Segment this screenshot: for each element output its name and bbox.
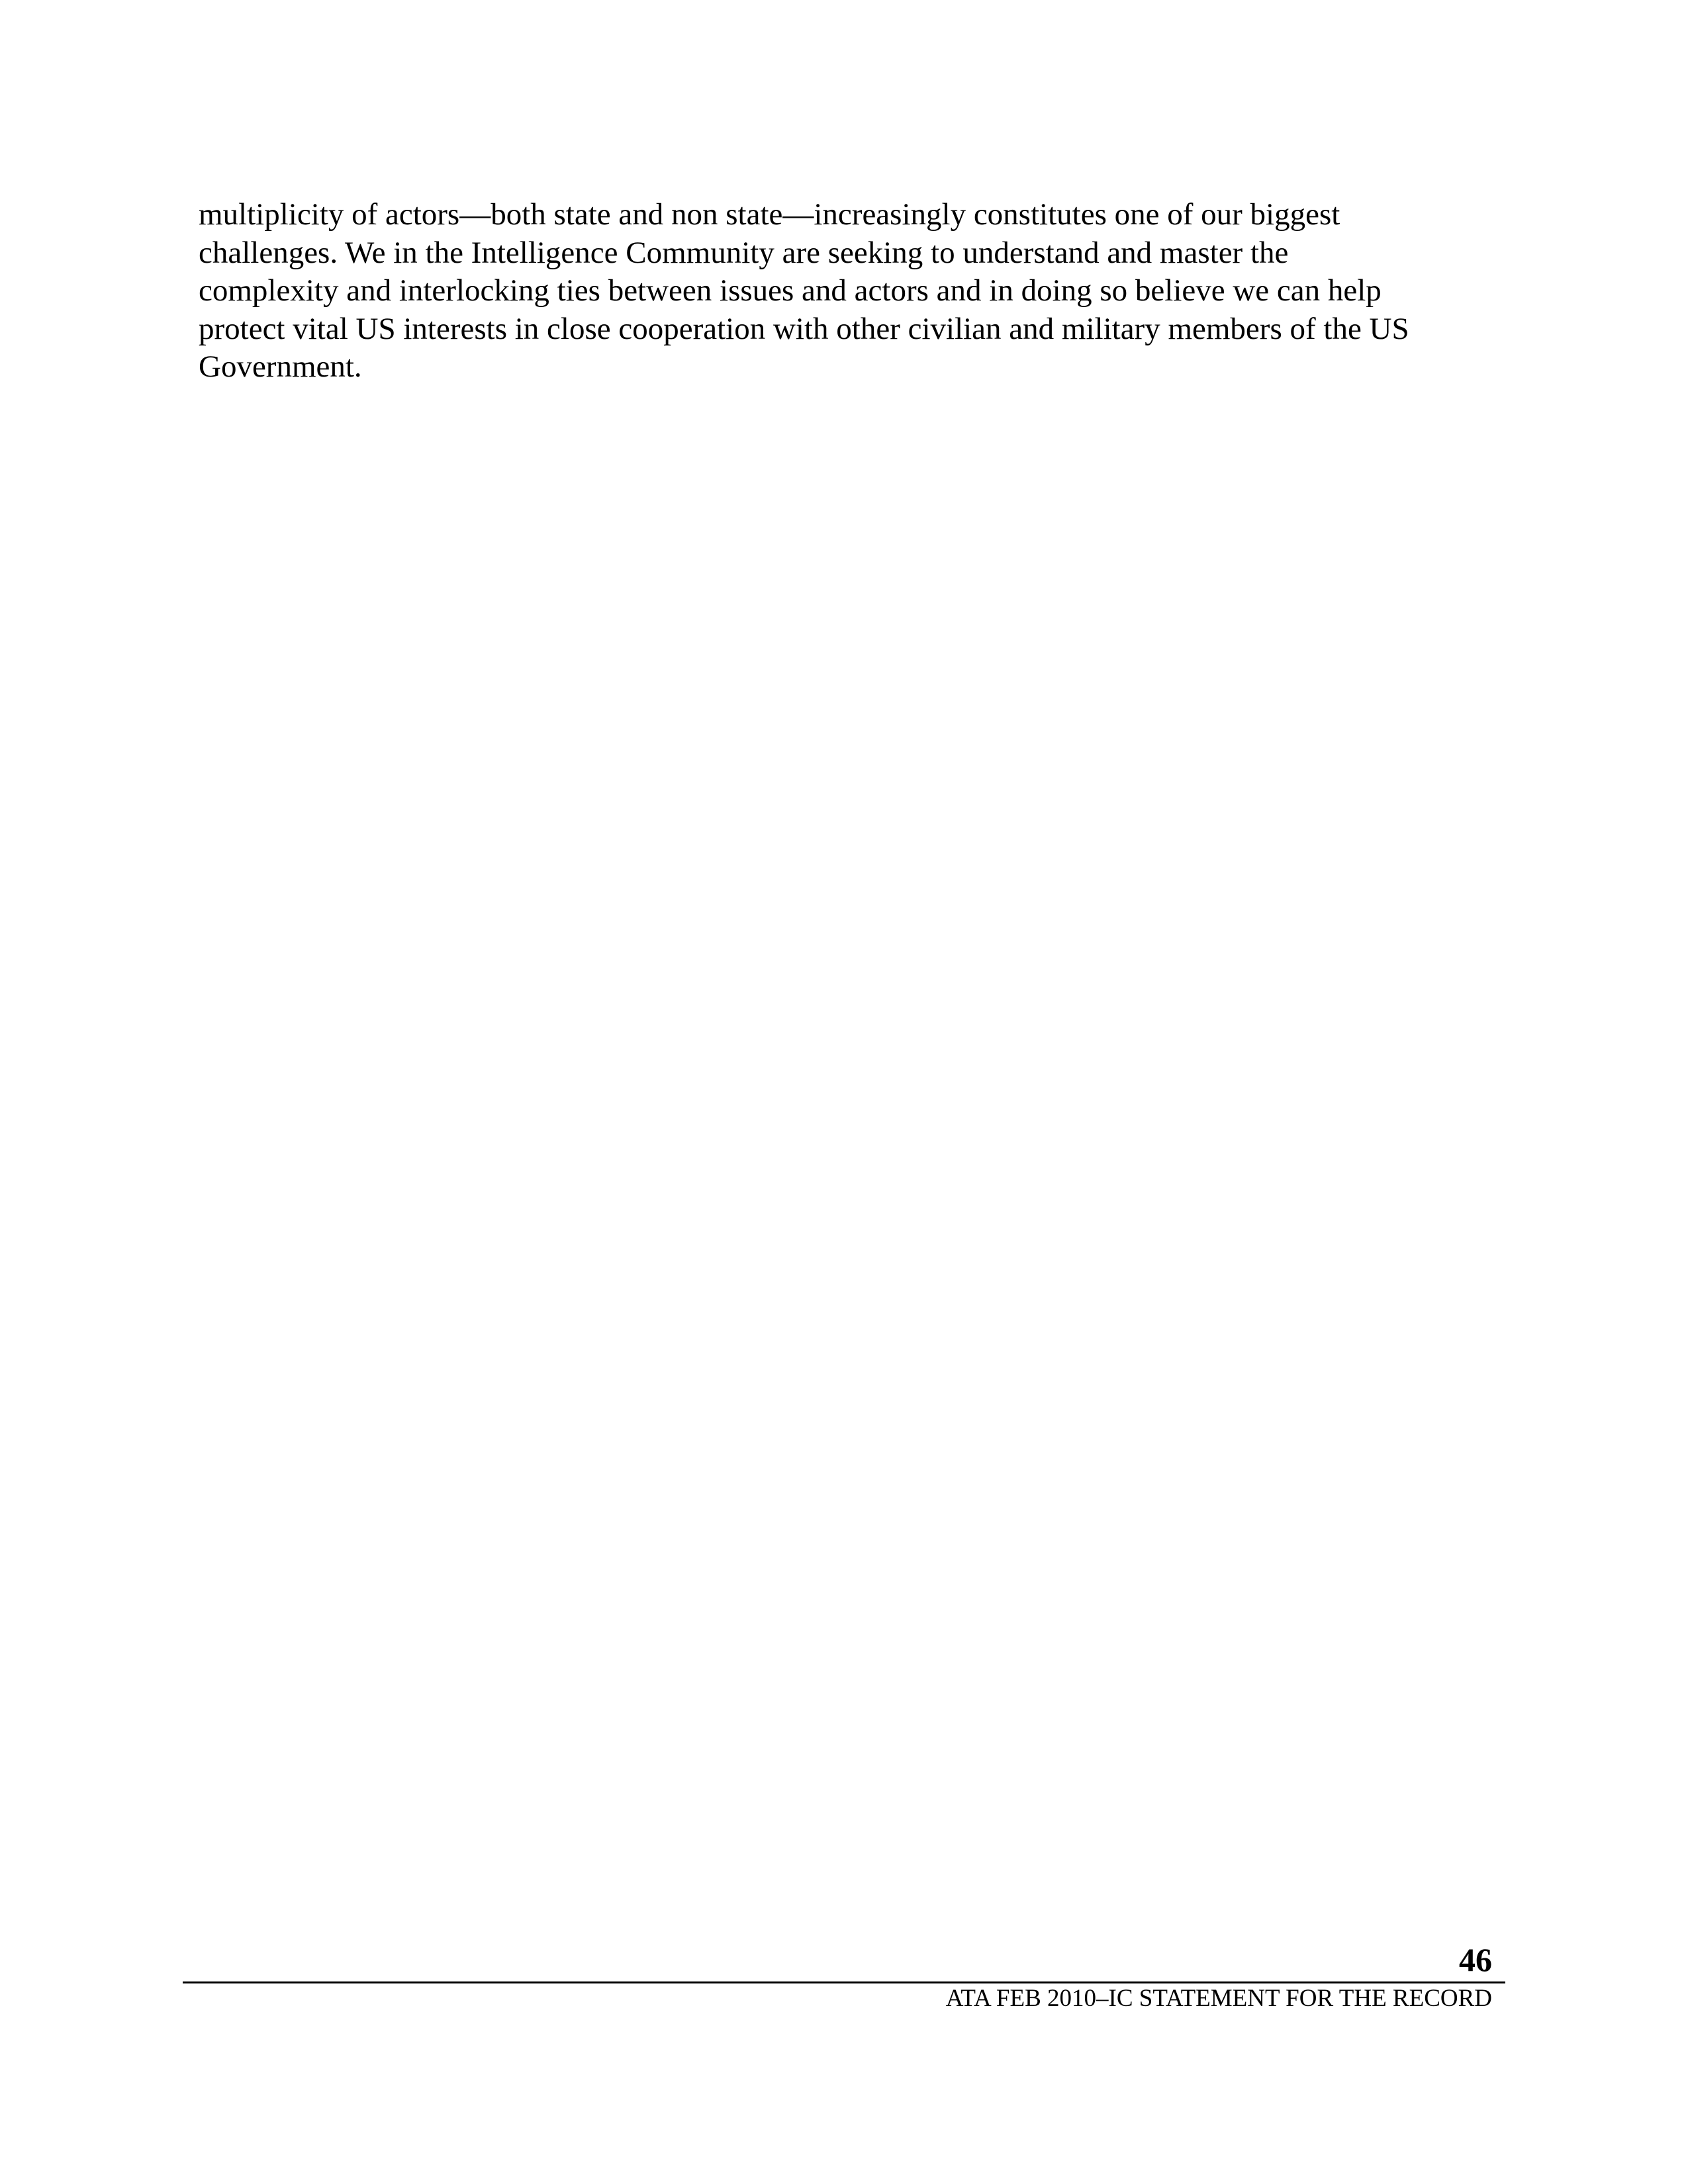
paragraph-line: challenges. We in the Intelligence Community are seeking to understand and master the: [199, 235, 1289, 270]
footer-divider: [183, 1981, 1505, 1983]
paragraph-line: Government.: [199, 349, 362, 384]
body-paragraph: [199, 196, 1516, 387]
paragraph-line: complexity and interlocking ties between issues and actors and in doing so believe we can help: [199, 273, 1382, 308]
paragraph-line: multiplicity of actors—both state and non state—increasingly constitutes one of our biggest: [199, 197, 1340, 232]
paragraph-line: protect vital US interests in close cooperation with other civilian and military members of the US: [199, 311, 1409, 346]
page-number: 46: [1459, 1941, 1492, 1978]
footer-title: ATA FEB 2010–IC STATEMENT FOR THE RECORD: [945, 1985, 1492, 2012]
